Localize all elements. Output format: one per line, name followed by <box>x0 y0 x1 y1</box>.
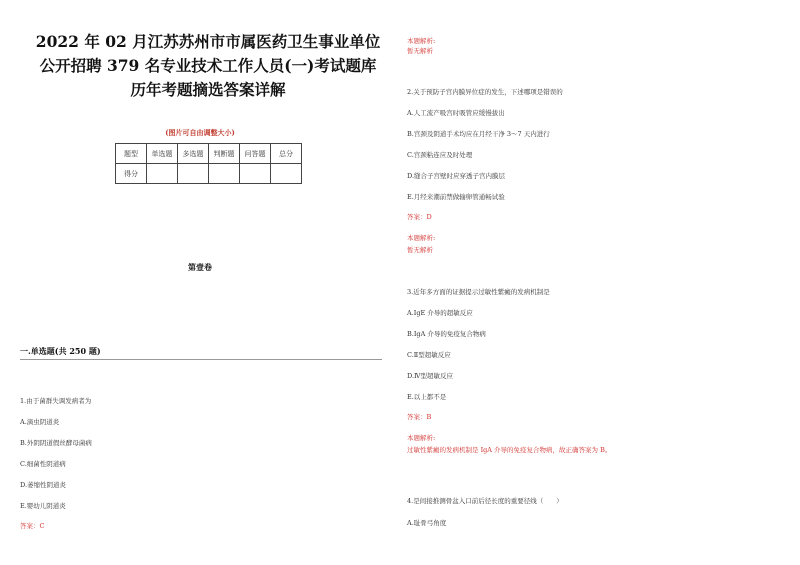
score-table-header-row <box>116 144 302 164</box>
page-title <box>18 30 398 102</box>
question-1-option: C.细菌性阴道病 <box>20 460 66 468</box>
question-4-option: A.耻骨弓角度 <box>407 519 447 527</box>
score-cell[interactable] <box>147 164 178 184</box>
score-cell[interactable] <box>240 164 271 184</box>
question-1-answer: 答案：C <box>20 522 45 530</box>
question-3-option: B.IgA 介导的免疫复合物病 <box>407 330 486 338</box>
question-2-stem: 2.关于预防子宫内膜异位症的发生，下述哪项是错误的 <box>407 88 563 96</box>
score-cell[interactable] <box>271 164 302 184</box>
title-line-1: 2022 年 02 月江苏苏州市市属医药卫生事业单位 <box>35 32 381 51</box>
question-3-option: A.IgE 介导的超敏反应 <box>407 309 473 317</box>
title-line-2: 公开招聘 379 名专业技术工作人员(一)考试题库 <box>39 56 377 75</box>
score-row-label: 得分 <box>116 164 147 184</box>
score-header-cell: 判断题 <box>209 144 240 164</box>
title-line-3: 历年考题摘选答案详解 <box>130 80 286 99</box>
question-2-option: D.缝合子宫壁时应穿透子宫内膜层 <box>407 172 506 180</box>
question-2-option: E.月经来潮前禁做输卵管通畅试验 <box>407 193 505 201</box>
score-cell[interactable] <box>209 164 240 184</box>
question-2-analysis-label: 本题解析: <box>407 234 436 242</box>
question-2-option: C.宫颈粘连应及时处理 <box>407 151 473 159</box>
score-cell[interactable] <box>178 164 209 184</box>
score-header-cell: 单选题 <box>147 144 178 164</box>
question-3-option: D.Ⅳ型超敏反应 <box>407 372 454 380</box>
score-table <box>115 143 302 184</box>
score-header-cell: 多选题 <box>178 144 209 164</box>
volume-label: 第壹卷 <box>188 262 212 272</box>
resize-note: (图片可自由调整大小) <box>165 128 235 137</box>
question-1-option: A.滴虫阴道炎 <box>20 418 60 426</box>
question-2-answer: 答案：D <box>407 213 432 221</box>
score-table-score-row <box>116 164 302 184</box>
question-2-option: B.宫颈及阴道手术均应在月经干净 3～7 天内进行 <box>407 130 550 138</box>
question-1-option: D.萎缩性阴道炎 <box>20 481 67 489</box>
analysis-label: 本题解析: <box>407 37 436 45</box>
score-header-cell: 问答题 <box>240 144 271 164</box>
section-divider <box>20 359 382 360</box>
question-3-option: C.Ⅱ型超敏反应 <box>407 351 451 359</box>
question-3-analysis-text: 过敏性紫癜的发病机制是 IgA 介导的免疫复合物病，故正确答案为 B。 <box>407 446 612 454</box>
question-1-option: E.婴幼儿阴道炎 <box>20 502 66 510</box>
question-3-analysis-label: 本题解析: <box>407 434 436 442</box>
question-2-option: A.人工流产吸宫时吸管应缓慢拔出 <box>407 109 505 117</box>
question-2-analysis-text: 暂无解析 <box>407 246 433 254</box>
score-header-cell: 总分 <box>271 144 302 164</box>
score-header-cell: 题型 <box>116 144 147 164</box>
question-3-option: E.以上都不是 <box>407 393 447 401</box>
question-4-stem: 4.是间接推测骨盆入口前后径长度的重要径线（ ） <box>407 497 563 505</box>
question-3-answer: 答案：B <box>407 413 432 421</box>
right-column <box>400 0 800 565</box>
section-title: 一.单选题(共 250 题) <box>20 346 101 356</box>
question-1-option: B.外阴阴道假丝酵母菌病 <box>20 439 92 447</box>
question-1-stem: 1.由于菌群失调发病者为 <box>20 397 92 405</box>
analysis-text: 暂无解析 <box>407 47 433 55</box>
question-3-stem: 3.近年多方面的证据提示过敏性紫癜的发病机制是 <box>407 288 550 296</box>
